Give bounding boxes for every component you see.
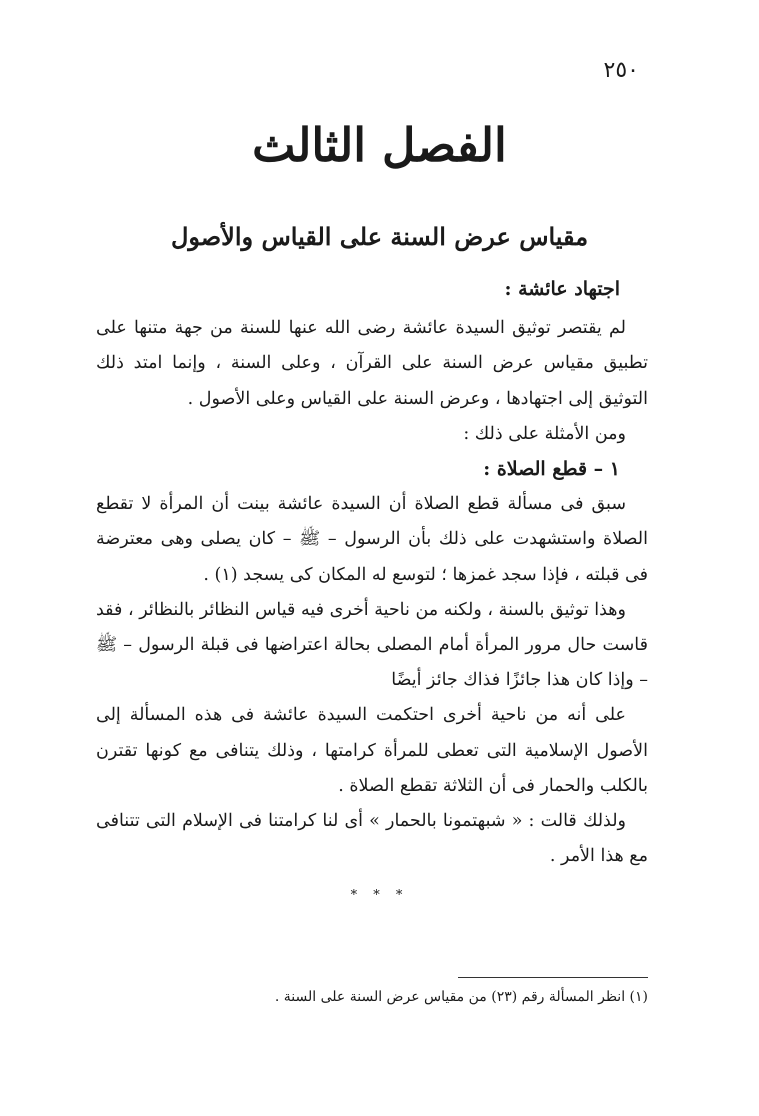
section-separator: * * * (350, 888, 409, 903)
paragraph: على أنه من ناحية أخرى احتكمت السيدة عائشة فى هذه المسألة إلى الأصول الإسلامية التى تعطى للمرأة كرامتها ، وذلك يتنافى مع كونها تقترن بالكلب والحمار فى أن الثلاثة تقطع الصلاة . (96, 705, 648, 796)
chapter-title: الفصل الثالث (252, 118, 507, 172)
paragraph: ومن الأمثلة على ذلك : (463, 423, 626, 444)
subheading-aisha-ijtihad: اجتهاد عائشة : (504, 278, 620, 300)
section-title: مقياس عرض السنة على القياس والأصول (170, 222, 589, 251)
footnote: (١) انظر المسألة رقم (٢٣) من مقياس عرض السنة على السنة . (274, 989, 648, 1005)
body-text (96, 272, 648, 874)
footnote-divider (458, 977, 648, 978)
paragraph: وهذا توثيق بالسنة ، ولكنه من ناحية أخرى فيه قياس النظائر بالنظائر ، فقد قاست حال مرور المرأة أمام المصلى بحالة اعتراضها فى قبلة الرسول – ﷺ – وإذا كان هذا جائزًا فذاك جائز أيضًا (96, 599, 648, 691)
paragraph: ولذلك قالت : « شبهتمونا بالحمار » أى لنا كرامتنا فى الإسلام التى تتنافى مع هذا الأمر . (96, 811, 648, 867)
subheading-prayer-interruption: ١ – قطع الصلاة : (483, 458, 620, 481)
paragraph: لم يقتصر توثيق السيدة عائشة رضى الله عنها للسنة من جهة متنها على تطبيق مقياس عرض السنة على القرآن ، وعلى السنة ، وإنما امتد ذلك التوثيق إلى اجتهادها ، وعرض السنة على القياس وعلى الأصول . (96, 318, 648, 409)
page-number: ٢٥٠ (603, 58, 639, 83)
paragraph: سبق فى مسألة قطع الصلاة أن السيدة عائشة بينت أن المرأة لا تقطع الصلاة واستشهدت على ذلك بأن الرسول – ﷺ – كان يصلى وهى معترضة فى قبلته ، فإذا سجد غمزها ؛ لتوسع له المكان كى يسجد (١) . (96, 494, 648, 585)
